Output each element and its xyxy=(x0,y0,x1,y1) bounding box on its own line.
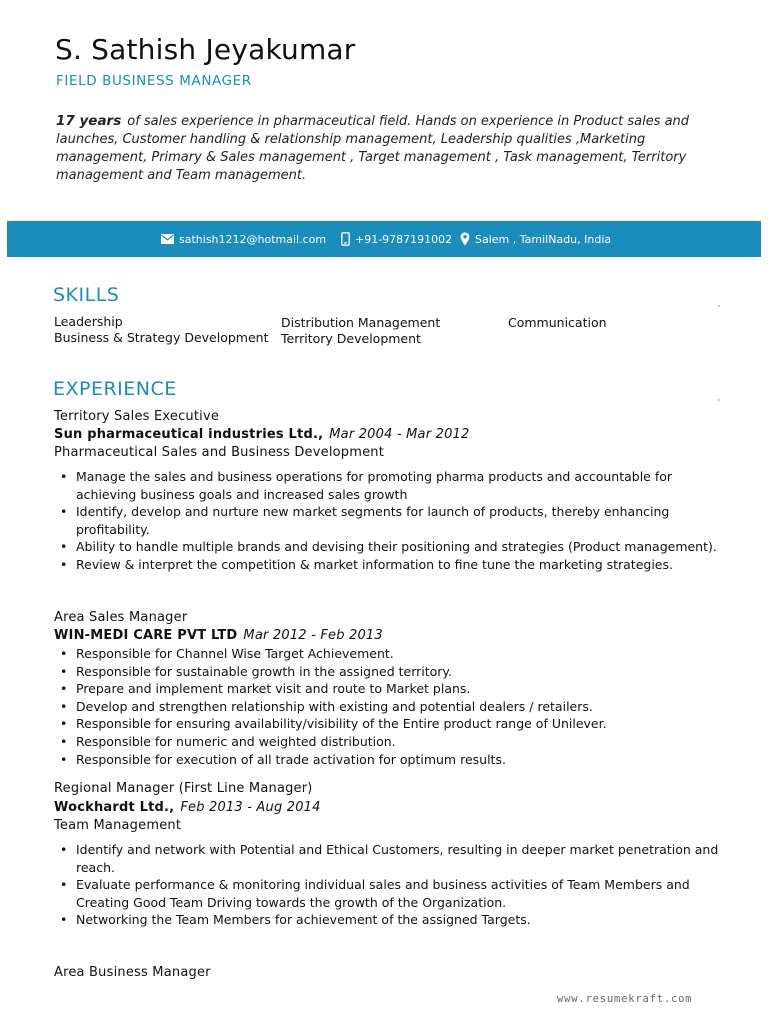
contact-email-text: sathish1212@hotmail.com xyxy=(179,232,327,246)
list-item: • Prepare and implement market visit and route to Market plans. xyxy=(58,680,723,698)
list-item: • Networking the Team Members for achievement of the assigned Targets. xyxy=(58,911,723,929)
job-company-line xyxy=(54,628,383,643)
contact-bar xyxy=(7,221,761,257)
summary-text: of sales experience in pharmaceutical field. Hands on experience in Product sales and launches, Customer handling & relationship management, Leadership qualities ,Marketing management, Primary & Sales management , Target management , Task management, Territory management and Team management. xyxy=(56,114,690,183)
job-company-line xyxy=(54,427,469,442)
list-item: • Develop and strengthen relationship with existing and potential dealers / retailers. xyxy=(58,698,723,716)
skill-item: Business & Strategy Development xyxy=(54,330,269,345)
job-role: Territory Sales Executive xyxy=(54,409,220,424)
job-dates: Mar 2012 - Feb 2013 xyxy=(243,628,383,643)
summary-years: 17 years xyxy=(56,113,122,129)
job-dates: Feb 2013 - Aug 2014 xyxy=(180,800,321,815)
list-item: • Ability to handle multiple brands and devising their positioning and strategies (Product management). xyxy=(58,538,723,556)
envelope-icon xyxy=(161,234,174,244)
summary-paragraph xyxy=(56,112,726,185)
job-role: Area Business Manager xyxy=(54,965,211,980)
list-item: • Manage the sales and business operations for promoting pharma products and accountable for achieving business goals and increased sales growth xyxy=(58,468,723,503)
list-item: • Responsible for sustainable growth in the assigned territory. xyxy=(58,663,723,681)
map-pin-icon xyxy=(460,232,470,246)
contact-phone[interactable] xyxy=(341,221,452,257)
job-dates: Mar 2004 - Mar 2012 xyxy=(329,427,470,442)
job-department: Team Management xyxy=(54,818,182,833)
list-item: • Evaluate performance & monitoring individual sales and business activities of Team Members and Creating Good Team Driving towards the growth of the Organization. xyxy=(58,876,723,911)
job-company-line xyxy=(54,800,321,815)
job-company: Sun pharmaceutical industries Ltd., xyxy=(54,427,324,442)
watermark: www.resumekraft.com xyxy=(557,993,693,1005)
skill-item: Leadership xyxy=(54,314,123,329)
list-item: • Review & interpret the competition & market information to fine tune the marketing strategies. xyxy=(58,556,723,574)
experience-heading: EXPERIENCE xyxy=(53,378,177,400)
job-role: Area Sales Manager xyxy=(54,610,188,625)
phone-icon xyxy=(341,232,350,246)
job-company: Wockhardt Ltd., xyxy=(54,800,175,815)
skills-heading: SKILLS xyxy=(53,284,120,306)
list-item: • Responsible for Channel Wise Target Achievement. xyxy=(58,645,723,663)
list-item: • Responsible for ensuring availability/visibility of the Entire product range of Unilever. xyxy=(58,715,723,733)
list-item: • Responsible for execution of all trade activation for optimum results. xyxy=(58,751,723,769)
job-bullet-list xyxy=(58,645,723,768)
divider-dot xyxy=(718,305,720,307)
list-item: • Identify, develop and nurture new market segments for launch of products, thereby enhancing profitability. xyxy=(58,503,723,538)
job-role: Regional Manager (First Line Manager) xyxy=(54,781,313,796)
candidate-name: S. Sathish Jeyakumar xyxy=(55,33,356,66)
skill-item: Communication xyxy=(508,315,607,330)
list-item: • Identify and network with Potential and Ethical Customers, resulting in deeper market penetration and reach. xyxy=(58,841,723,876)
skill-item: Territory Development xyxy=(281,331,421,346)
job-bullet-list xyxy=(58,841,723,929)
contact-phone-text: +91-9787191002 xyxy=(355,232,453,246)
contact-location-text: Salem , TamilNadu, India xyxy=(475,232,612,246)
list-item: • Responsible for numeric and weighted distribution. xyxy=(58,733,723,751)
job-department: Pharmaceutical Sales and Business Development xyxy=(54,445,385,460)
skill-item: Distribution Management xyxy=(281,315,441,330)
job-bullet-list xyxy=(58,468,723,574)
candidate-title: FIELD BUSINESS MANAGER xyxy=(56,73,252,89)
contact-email[interactable] xyxy=(161,221,326,257)
job-company: WIN-MEDI CARE PVT LTD xyxy=(54,628,238,643)
divider-dot xyxy=(718,399,720,401)
contact-location xyxy=(460,221,611,257)
